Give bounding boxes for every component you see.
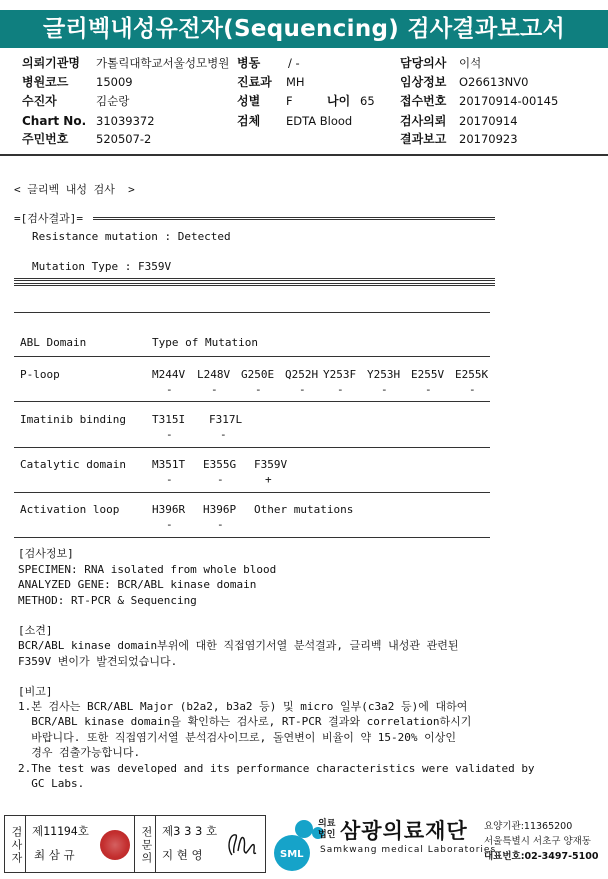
dept-label: 진료과 (237, 75, 272, 89)
address-line: 서울특별시 서초구 양재동 (484, 836, 591, 847)
mutation-type-line: Mutation Type : F359V (32, 260, 172, 273)
examiner-seal (100, 830, 130, 860)
note-line: BCR/ABL kinase domain을 확인하는 검사로, RT-PCR 결과와 correlation하시기 (18, 715, 472, 728)
dept-value: MH (286, 75, 305, 89)
patient-label: 수진자 (22, 94, 57, 108)
mutation-result-positive: + (265, 473, 272, 486)
confirmer-no: 제3 3 3 호 (162, 824, 218, 838)
examiner-no: 제11194호 (32, 824, 89, 838)
note-line: 1.본 검사는 BCR/ABL Major (b2a2, b3a2 등) 및 micro 일부(c3a2 등)에 대하여 (18, 700, 468, 713)
mutation-result: - (166, 428, 173, 441)
specimen-value: EDTA Blood (286, 114, 353, 128)
mutation-name: H396P (203, 503, 237, 516)
clinical-label: 임상정보 (400, 75, 447, 89)
sex-label: 성별 (237, 94, 261, 108)
patient-value: 김순랑 (96, 94, 130, 108)
mutation-name: G250E (241, 368, 275, 381)
request-value: 20170914 (459, 114, 518, 128)
chart-value: 31039372 (96, 114, 155, 128)
report-title: 글리벡내성유전자(Sequencing) 검사결과보고서 (0, 10, 608, 48)
mutation-result: - (381, 383, 388, 396)
mutation-result: - (166, 518, 173, 531)
gene-line: ANALYZED GENE: BCR/ABL kinase domain (18, 578, 257, 591)
mutation-result: - (469, 383, 476, 396)
mutation-name: H396R (152, 503, 186, 516)
resistance-line: Resistance mutation : Detected (32, 230, 231, 243)
domain-name: Imatinib binding (20, 413, 126, 426)
note-header: [비고] (18, 685, 53, 698)
phone-line: 대표번호:02-3497-5100 (484, 851, 599, 862)
specimen-line: SPECIMEN: RNA isolated from whole blood (18, 563, 277, 576)
age-value: 65 (360, 94, 375, 108)
report-date-value: 20170923 (459, 132, 518, 146)
divider (14, 447, 490, 448)
note-line: 경우 검출가능합니다. (18, 746, 141, 759)
double-rule (14, 283, 495, 286)
ward-label: 병동 (237, 56, 261, 70)
institution-value: 가톨릭대학교서울성모병원 (96, 56, 230, 70)
mutation-result: - (166, 383, 173, 396)
confirmer-name: 지 현 영 (162, 848, 203, 862)
note-line: GC Labs. (18, 777, 85, 790)
result-header: =[검사결과]= (14, 212, 83, 225)
mutation-name: T315I (152, 413, 186, 426)
ward-value: / - (288, 56, 300, 70)
mutation-result: - (217, 473, 224, 486)
domain-name: Catalytic domain (20, 458, 126, 471)
examiner-name: 최 삼 규 (34, 848, 75, 862)
mutation-name: E355G (203, 458, 237, 471)
mutation-name: Y253F (323, 368, 357, 381)
mutation-result: - (425, 383, 432, 396)
mutation-name: L248V (197, 368, 231, 381)
note-line: 2.The test was developed and its performance characteristics were validated by (18, 762, 535, 775)
patient-header (0, 54, 608, 150)
code-line: 요양기관:11365200 (484, 821, 573, 832)
mutation-result: - (337, 383, 344, 396)
mutation-result: - (299, 383, 306, 396)
section-title: < 글리벡 내성 검사 > (14, 183, 135, 196)
divider (14, 401, 490, 402)
result-header-rule (93, 217, 495, 220)
divider (14, 492, 490, 493)
confirmer-signature (222, 825, 262, 865)
method-line: METHOD: RT-PCR & Sequencing (18, 594, 197, 607)
hospital-code-label: 병원코드 (22, 75, 69, 89)
age-label: 나이 (327, 94, 351, 108)
divider (14, 312, 490, 313)
confirmer-label: 전문의 (134, 815, 156, 873)
mutation-result: - (217, 518, 224, 531)
divider (14, 356, 490, 357)
mutation-name: F359V (254, 458, 288, 471)
org-name: 삼광의료재단 (340, 819, 468, 843)
mutation-name: M244V (152, 368, 186, 381)
domain-name: P-loop (20, 368, 60, 381)
mutation-result: - (211, 383, 218, 396)
doctor-label: 담당의사 (400, 56, 447, 70)
doctor-value: 이석 (459, 56, 482, 70)
opinion-line: F359V 변이가 발견되었습니다. (18, 655, 178, 668)
sex-value: F (286, 94, 293, 108)
specimen-label: 검체 (237, 114, 261, 128)
receipt-value: 20170914-00145 (459, 94, 559, 108)
hospital-code-value: 15009 (96, 75, 133, 89)
org-contact (484, 819, 599, 864)
examiner-label: 검사자 (4, 815, 26, 873)
sml-logo-text: SML (280, 849, 304, 860)
opinion-header: [소견] (18, 624, 53, 637)
mutation-result: - (166, 473, 173, 486)
mutation-name: E255K (455, 368, 489, 381)
org-prefix: 의료법인 (318, 819, 336, 840)
divider (14, 537, 490, 538)
org-english: Samkwang medical Laboratories (320, 845, 497, 855)
request-label: 검사의뢰 (400, 114, 447, 128)
mutation-name: E255V (411, 368, 445, 381)
report-date-label: 결과보고 (400, 132, 447, 146)
mutation-name: Y253H (367, 368, 401, 381)
header-divider (0, 154, 608, 156)
mutation-name: F317L (209, 413, 243, 426)
note-line: 바랍니다. 또한 직접염기서열 분석검사이므로, 돌연변이 비율이 약 15-20% 이상인 (18, 731, 456, 744)
table-header-type: Type of Mutation (152, 336, 258, 349)
institution-label: 의뢰기관명 (22, 56, 80, 70)
mutation-result: - (220, 428, 227, 441)
mutation-name: Other mutations (254, 503, 354, 516)
mutation-name: M351T (152, 458, 186, 471)
mutation-name: Q252H (285, 368, 319, 381)
domain-name: Activation loop (20, 503, 120, 516)
idnum-label: 주민번호 (22, 132, 69, 146)
double-rule (14, 278, 495, 281)
idnum-value: 520507-2 (96, 132, 152, 146)
mutation-result: - (255, 383, 262, 396)
info-header: [검사정보] (18, 547, 74, 560)
signature-footer (0, 813, 608, 875)
opinion-line: BCR/ABL kinase domain부위에 대한 직접염기서열 분석결과, 글리벡 내성관 관련된 (18, 639, 459, 652)
table-header-domain: ABL Domain (20, 336, 87, 349)
chart-label: Chart No. (22, 114, 87, 128)
clinical-value: O26613NV0 (459, 75, 529, 89)
receipt-label: 접수번호 (400, 94, 447, 108)
